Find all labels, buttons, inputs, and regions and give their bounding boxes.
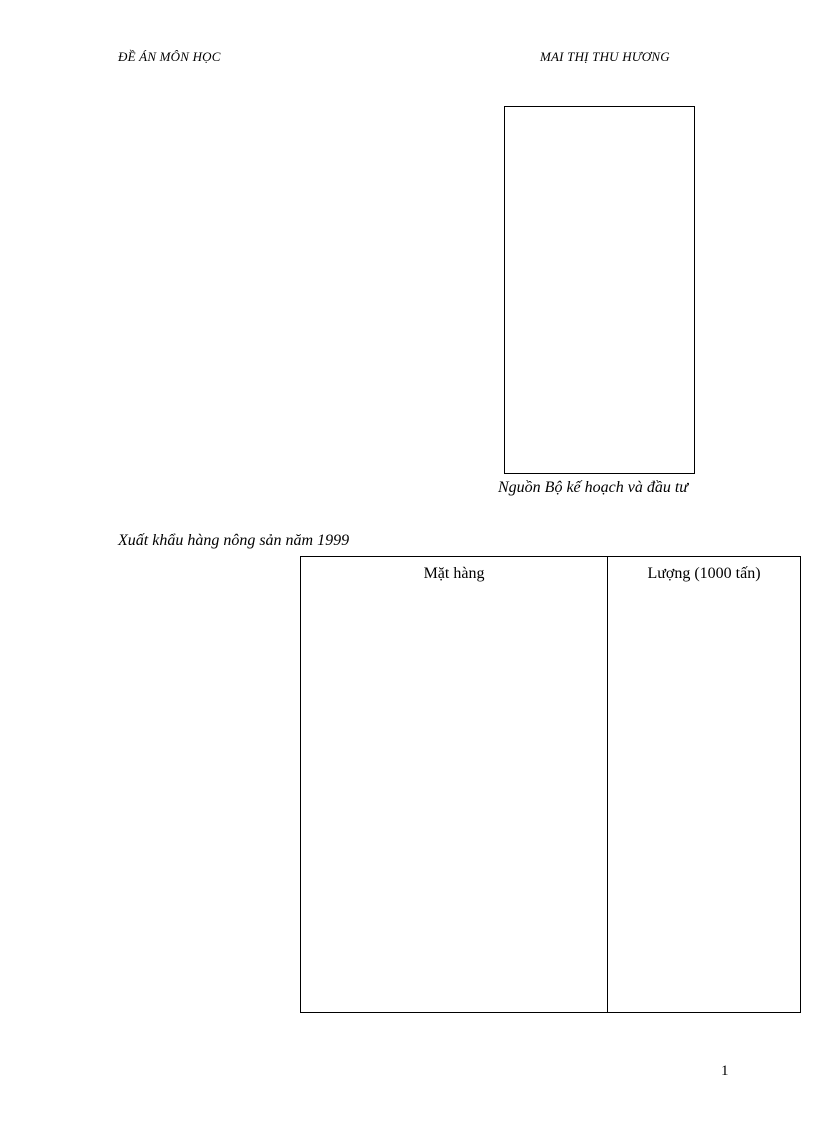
table-row: [301, 595, 801, 1013]
header-author-name: MAI THỊ THU HƯƠNG: [540, 49, 670, 64]
figure-source-caption: Nguồn Bộ kế hoạch và đầu tư: [498, 479, 689, 496]
table-cell-item: [301, 595, 608, 1013]
export-table: [300, 556, 801, 1013]
column-header-quantity: Lượng (1000 tấn): [608, 557, 801, 596]
figure-frame: [504, 106, 695, 474]
table-cell-quantity: [608, 595, 801, 1013]
table-header-row: [301, 557, 801, 596]
header-doc-title: ĐỀ ÁN MÔN HỌC: [118, 49, 221, 64]
table-caption: Xuất khẩu hàng nông sản năm 1999: [118, 532, 350, 549]
column-header-item: Mặt hàng: [301, 557, 608, 596]
page-number: 1: [721, 1063, 729, 1079]
